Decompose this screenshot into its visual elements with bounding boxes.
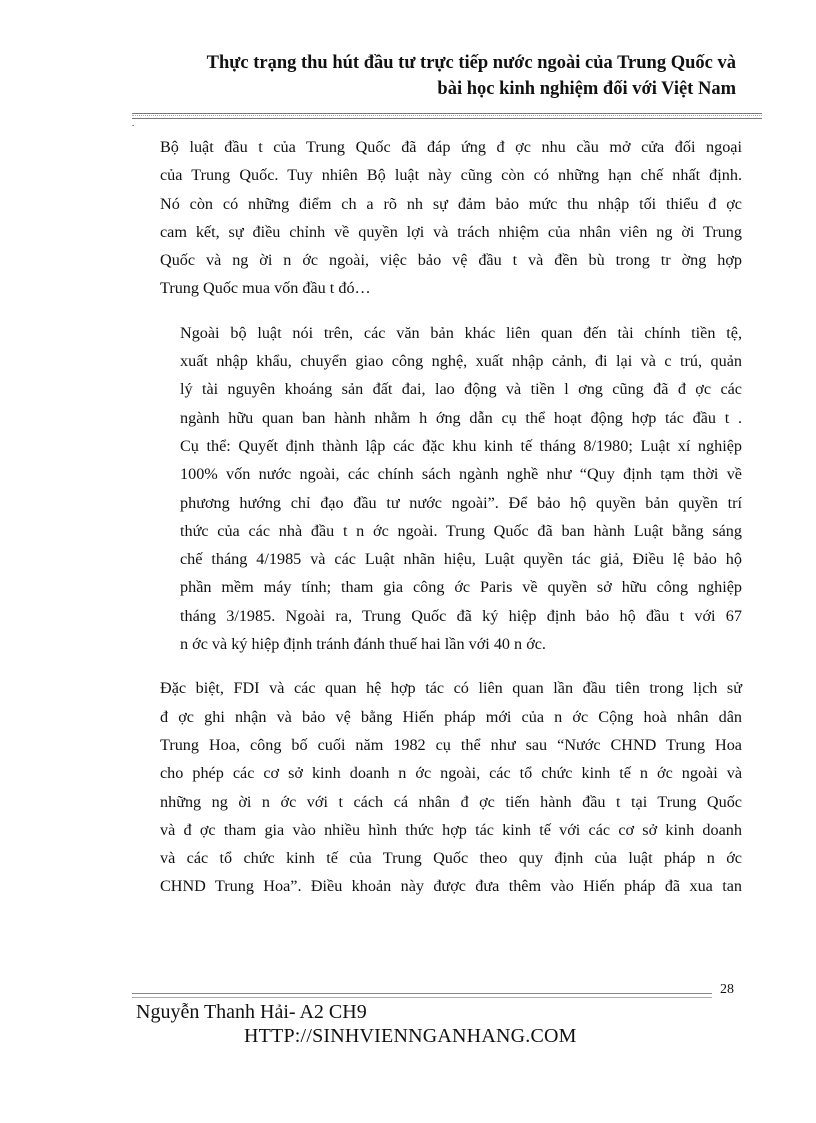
text-line: phương hướng chỉ đạo đầu tư nước ngoài”. Để bảo hộ quyền bản quyền trí xyxy=(180,493,742,512)
text-line: cho phép các cơ sở kinh doanh n ớc ngoài, các tổ chức kinh tế n ớc ngoài và xyxy=(160,764,742,783)
text-line: Bộ luật đầu t của Trung Quốc đã đáp ứng đ ợc nhu cầu mở cửa đối ngoại xyxy=(160,138,742,156)
text-line: lý tài nguyên khoáng sản đất đai, lao động và tiền l ơng cũng đã đ ợc các xyxy=(180,380,742,399)
footer-author: Nguyễn Thanh Hải- A2 CH9 xyxy=(136,1001,367,1023)
header-divider xyxy=(132,113,762,119)
text-line: của Trung Quốc. Tuy nhiên Bộ luật này cũng còn có những hạn chế nhất định. xyxy=(160,166,742,185)
header-title-line-1: Thực trạng thu hút đầu tư trực tiếp nước ngoài của Trung Quốc và xyxy=(206,53,736,73)
text-line: phần mềm máy tính; tham gia công ớc Paris về quyền sở hữu công nghiệp xyxy=(180,578,742,597)
text-line: Đặc biệt, FDI và các quan hệ hợp tác có liên quan lần đầu tiên trong lịch sử xyxy=(160,679,742,698)
body-text xyxy=(136,133,742,917)
paragraph-1 xyxy=(136,133,742,303)
text-line: n ớc và ký hiệp định tránh đánh thuế hai lần với 40 n ớc. xyxy=(180,635,546,654)
text-line: Cụ thể: Quyết định thành lập các đặc khu kinh tế tháng 8/1980; Luật xí nghiệp xyxy=(180,436,742,455)
text-line: Trung Quốc mua vốn đầu t đó… xyxy=(160,279,371,298)
paragraph-3 xyxy=(136,674,742,900)
page-header xyxy=(136,50,736,102)
text-line: thức của các nhà đầu t n ớc ngoài. Trung Quốc đã ban hành Luật bằng sáng xyxy=(180,521,742,540)
text-line: cam kết, sự điều chỉnh về quyền lợi và trách nhiệm của nhân viên ng ời Trung xyxy=(160,222,742,241)
header-marker: . xyxy=(132,118,135,128)
text-line: Nó còn có những điểm ch a rõ nh sự đảm bảo mức thu nhập tối thiểu đ ợc xyxy=(160,194,742,213)
text-line: CHND Trung Hoa”. Điều khoản này được đưa thêm vào Hiến pháp đã xua tan xyxy=(160,877,742,896)
text-line: 100% vốn nước ngoài, các chính sách ngành nghề như “Quy định tạm thời về xyxy=(180,465,742,484)
text-line: Ngoài bộ luật nói trên, các văn bản khác liên quan đến tài chính tiền tệ, xyxy=(180,323,742,342)
footer-divider xyxy=(132,993,712,998)
text-line: ngành hữu quan ban hành nhằm h ớng dẫn cụ thể hoạt động hợp tác đầu t . xyxy=(180,408,742,427)
text-line: tháng 3/1985. Ngoài ra, Trung Quốc đã ký hiệp định bảo hộ đầu t với 67 xyxy=(180,606,742,625)
text-line: và các tổ chức kinh tế của Trung Quốc theo quy định của luật pháp n ớc xyxy=(160,849,742,868)
header-title-line-2: bài học kinh nghiệm đối với Việt Nam xyxy=(437,79,736,99)
footer-website-link[interactable]: HTTP://SINHVIENNGANHANG.COM xyxy=(244,1025,577,1047)
text-line: Quốc và ng ời n ớc ngoài, việc bảo vệ đầu t và đền bù trong tr ờng hợp xyxy=(160,251,742,270)
text-line: những ng ời n ớc với t cách cá nhân đ ợc tiến hành đầu t tại Trung Quốc xyxy=(160,792,742,811)
text-line: đ ợc ghi nhận và bảo vệ bằng Hiến pháp mới của n ớc Cộng hoà nhân dân xyxy=(160,707,742,726)
page-number: 28 xyxy=(720,982,734,997)
text-line: Trung Hoa, công bố cuối năm 1982 cụ thể như sau “Nước CHND Trung Hoa xyxy=(160,735,742,754)
paragraph-2 xyxy=(136,319,742,659)
text-line: chế tháng 4/1985 và các Luật nhãn hiệu, Luật quyền tác giả, Điều lệ bảo hộ xyxy=(180,550,742,569)
text-line: và đ ợc tham gia vào nhiều hình thức hợp tác kinh tế với các cơ sở kinh doanh xyxy=(160,820,742,839)
text-line: xuất nhập khẩu, chuyển giao công nghệ, xuất nhập cảnh, đi lại và c trú, quản xyxy=(180,352,742,371)
